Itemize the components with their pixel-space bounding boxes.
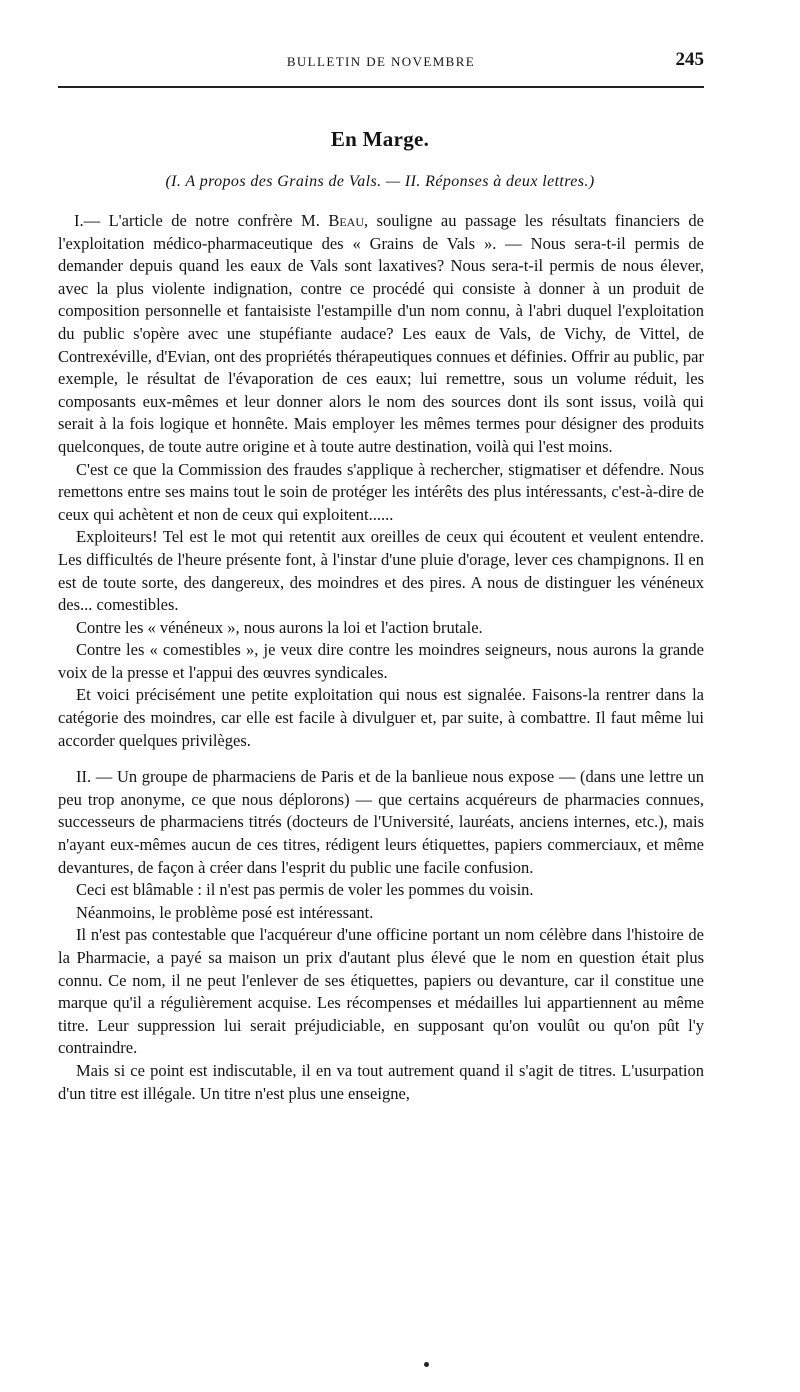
ink-dot <box>424 1362 429 1367</box>
paragraph-4: Contre les « vénéneux », nous aurons la loi et l'action brutale. <box>76 617 483 637</box>
paragraph-8: Ceci est blâmable : il n'est pas permis de voler les pommes du voisin. <box>76 880 534 900</box>
author-name: Beau <box>328 211 364 230</box>
paragraph-7: II. — Un groupe de pharmaciens de Paris et de la banlieue nous expose — (dans une lettre un peu trop anonyme, ce que nous déplorons) — que certains acquéreurs de pharmacies connues, successeurs de pharmaciens titrés (docteurs de l'Université, lauréats, anciens internes, etc.), mais n'ayant eux-mêmes aucun de ces titres, rédigent leurs étiquettes, papiers commerciaux, et même devantures, de façon à créer dans l'esprit du public une facile confusion. <box>58 767 704 877</box>
paragraph-1-start: I.— L'article de notre confrère M. <box>74 211 329 230</box>
article-subtitle: (I. A propos des Grains de Vals. — II. Réponses à deux lettres.) <box>165 173 595 190</box>
header-rule <box>58 86 704 88</box>
page-number: 245 <box>675 49 704 70</box>
running-title: BULLETIN DE NOVEMBRE <box>286 54 476 69</box>
paragraph-6: Et voici précisément une petite exploitation qui nous est signalée. Faisons-la rentrer dans la catégorie des moindres, car elle est facile à divulguer et, par suite, à combattre. Il faut même lui accorder quelques privilèges. <box>58 685 704 750</box>
paragraph-10: Il n'est pas contestable que l'acquéreur d'une officine portant un nom célèbre dans l'histoire de la Pharmacie, a payé sa maison un prix d'autant plus élevé que le nom en question était plus connu. Ce nom, il ne peut l'enlever de ses étiquettes, papiers ou devanture, car il constitue une marque qu'il a régulièrement acquise. Les récompenses et médailles lui appartiennent au même titre. Leur suppression lui serait préjudiciable, en supposant qu'on voulût ou qu'on pût l'y contraindre. <box>58 925 704 1058</box>
paragraph-11: Mais si ce point est indiscutable, il en va tout autrement quand il s'agit de titres. L'usurpation d'un titre est illégale. Un titre n'est plus une enseigne, <box>58 1060 704 1103</box>
paragraph-3: Exploiteurs! Tel est le mot qui retentit aux oreilles de ceux qui écoutent et veulent entendre. Les difficultés de l'heure présente font, à l'instar d'une pluie d'orage, lever ces champignons. Il en est de toute sorte, des dangereux, des moindres et des pires. A nous de distinguer les vénéneux des... comestibles. <box>58 527 704 615</box>
paragraph-5: Contre les « comestibles », je veux dire contre les moindres seigneurs, nous aurons la grande voix de la presse et l'appui des œuvres syndicales. <box>58 640 704 682</box>
paragraph-1-rest: , souligne au passage les résultats financiers de l'exploitation médico-pharmaceutique des « Grains de Vals ». — Nous sera-t-il permis de demander depuis quand les eaux de Vals sont laxatives? Nous sera-t-il permis de nous élever, avec la plus violente indignation, contre ce procédé qui consiste à donner à un produit de composition personnelle et fantaisiste l'estampille d'un nom connu, à l'abri duquel l'exploitation du public s'opère avec une stupéfiante audace? Les eaux de Vals, de Vichy, de Vittel, de Contrexéville, d'Evian, ont des propriétés thérapeutiques connues et définies. Offrir au public, par exemple, le résultat de l'évaporation de ces eaux; lui remettre, sous un volume réduit, les composants eux-mêmes et leur donner alors le nom des sources dont ils sont issus, voilà qui serait à la fois logique et honnête. Mais employer les mêmes termes pour désigner des produits quelconques, de toute autre origine et à toute autre destination, voilà qui l'est moins. <box>58 211 704 456</box>
paragraph-1 <box>58 210 704 459</box>
page-header <box>58 50 704 74</box>
paragraph-9: Néanmoins, le problème posé est intéressant. <box>76 902 374 922</box>
paragraph-2: C'est ce que la Commission des fraudes s'applique à rechercher, stigmatiser et défendre. Nous remettons entre ses mains tout le soin de protéger les intérêts des plus intéressants, c'est-à-dire de ceux qui achètent et non de ceux qui exploitent...... <box>58 459 704 524</box>
article-title: En Marge. <box>330 127 430 151</box>
article-body <box>58 210 704 1105</box>
